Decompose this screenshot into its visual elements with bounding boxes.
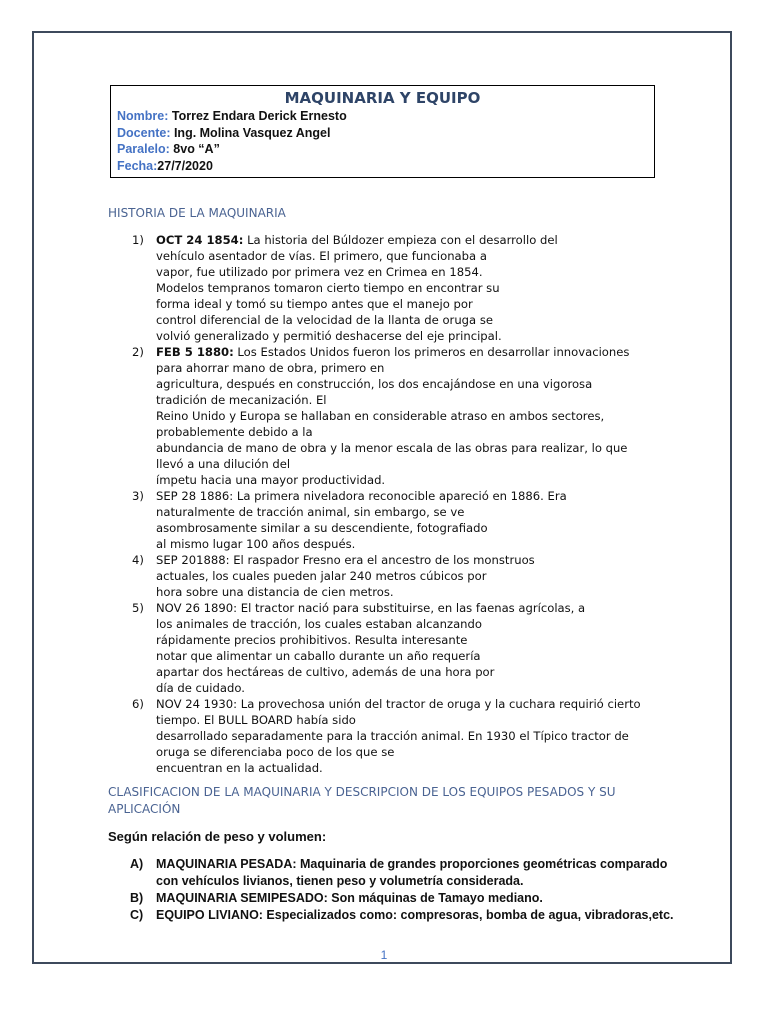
item-line: oruga se diferenciaba poco de los que se xyxy=(156,745,395,759)
list-item xyxy=(128,696,668,776)
meta-label: Paralelo: xyxy=(117,142,170,156)
item-line xyxy=(156,344,668,360)
meta-value: 8vo “A” xyxy=(169,142,220,156)
item-date: FEB 5 1880: xyxy=(156,345,234,359)
item-line: asombrosamente similar a su descendiente, fotografiado xyxy=(156,521,488,535)
meta-value: Ing. Molina Vasquez Angel xyxy=(170,125,331,140)
list-item xyxy=(128,344,668,488)
item-line: agricultura, después en construcción, los dos encajándose en una vigorosa xyxy=(156,377,593,391)
meta-label: Fecha: xyxy=(117,158,158,173)
item-line: notar que alimentar un caballo durante un año requería xyxy=(156,649,481,663)
item-line: rápidamente precios prohibitivos. Resulta interesante xyxy=(156,633,468,647)
history-heading: HISTORIA DE LA MAQUINARIA xyxy=(108,206,286,220)
item-line: desarrollado separadamente para la tracción animal. En 1930 el Típico tractor de xyxy=(156,729,629,743)
item-line: control diferencial de la velocidad de la llanta de oruga se xyxy=(156,313,493,327)
item-letter: B) xyxy=(130,891,144,905)
item-line: NOV 24 1930: La provechosa unión del tractor de oruga y la cuchara requirió cierto xyxy=(156,697,641,711)
history-list xyxy=(128,232,668,776)
item-line: día de cuidado. xyxy=(156,681,245,695)
meta-docente xyxy=(117,125,648,142)
item-line: abundancia de mano de obra y la menor escala de las obras para realizar, lo que xyxy=(156,441,628,455)
meta-label: Docente: xyxy=(117,125,171,140)
item-line: NOV 26 1890: El tractor nació para substituirse, en las faenas agrícolas, a xyxy=(156,601,586,615)
item-line: encuentran en la actualidad. xyxy=(156,761,323,775)
item-line: los animales de tracción, los cuales estaban alcanzando xyxy=(156,617,482,631)
item-text: La historia del Búldozer empieza con el desarrollo del xyxy=(243,233,558,247)
meta-value: 27/7/2020 xyxy=(157,158,213,173)
item-number: 3) xyxy=(132,489,144,503)
item-date: OCT 24 1854: xyxy=(156,233,244,247)
item-line: Reino Unido y Europa se hallaban en considerable atraso en ambos sectores, xyxy=(156,409,605,423)
meta-fecha xyxy=(117,158,648,175)
item-line: MAQUINARIA PESADA: Maquinaria de grandes proporciones geométricas comparado xyxy=(156,857,668,871)
heading-line: APLICACIÓN xyxy=(108,802,181,816)
item-line: naturalmente de tracción animal, sin embargo, se ve xyxy=(156,505,465,519)
item-line: forma ideal y tomó su tiempo antes que el manejo por xyxy=(156,297,473,311)
classification-subheading: Según relación de peso y volumen: xyxy=(108,829,327,844)
item-number: 1) xyxy=(132,233,144,247)
item-text: Los Estados Unidos fueron los primeros en desarrollar innovaciones xyxy=(233,345,630,359)
item-line: MAQUINARIA SEMIPESADO: Son máquinas de Tamayo mediano. xyxy=(156,891,543,905)
meta-label: Nombre: xyxy=(117,109,169,123)
list-item xyxy=(128,232,668,344)
list-item xyxy=(128,552,668,600)
item-line: al mismo lugar 100 años después. xyxy=(156,537,356,551)
item-line: vehículo asentador de vías. El primero, que funcionaba a xyxy=(156,249,487,263)
item-line: para ahorrar mano de obra, primero en xyxy=(156,361,385,375)
item-line: llevó a una dilución del xyxy=(156,457,291,471)
list-item xyxy=(130,890,670,907)
item-number: 5) xyxy=(132,601,144,615)
item-number: 6) xyxy=(132,697,144,711)
item-line: Modelos tempranos tomaron cierto tiempo en encontrar su xyxy=(156,281,500,295)
item-line: volvió generalizado y permitió deshacerse del eje principal. xyxy=(156,329,502,343)
item-line: vapor, fue utilizado por primera vez en Crimea en 1854. xyxy=(156,265,483,279)
item-line: ímpetu hacia una mayor productividad. xyxy=(156,473,386,487)
heading-line: CLASIFICACION DE LA MAQUINARIA Y DESCRIPCION DE LOS EQUIPOS PESADOS Y SU xyxy=(108,785,616,799)
item-number: 4) xyxy=(132,553,144,567)
list-item xyxy=(130,856,670,890)
item-line: actuales, los cuales pueden jalar 240 metros cúbicos por xyxy=(156,569,487,583)
classification-list xyxy=(130,856,674,924)
item-line: hora sobre una distancia de cien metros. xyxy=(156,585,394,599)
item-line xyxy=(156,232,668,248)
item-letter: C) xyxy=(130,908,144,922)
classification-heading xyxy=(108,784,616,818)
list-item xyxy=(128,600,668,696)
meta-nombre xyxy=(117,108,648,125)
page-number: 1 xyxy=(380,948,388,962)
item-line: tradición de mecanización. El xyxy=(156,393,327,407)
item-line: con vehículos livianos, tienen peso y volumetría considerada. xyxy=(156,874,524,888)
item-line: SEP 28 1886: La primera niveladora reconocible apareció en 1886. Era xyxy=(156,489,567,503)
item-line: SEP 201888: El raspador Fresno era el ancestro de los monstruos xyxy=(156,553,535,567)
item-number: 2) xyxy=(132,345,144,359)
item-line: probablemente debido a la xyxy=(156,425,313,439)
meta-value: Torrez Endara Derick Ernesto xyxy=(168,109,347,123)
document-title: MAQUINARIA Y EQUIPO xyxy=(284,89,481,107)
list-item xyxy=(128,488,668,552)
meta-paralelo xyxy=(117,141,648,158)
document-header xyxy=(110,85,655,178)
item-line: EQUIPO LIVIANO: Especializados como: compresoras, bomba de agua, vibradoras,etc. xyxy=(156,908,674,922)
item-letter: A) xyxy=(130,857,144,871)
item-line: apartar dos hectáreas de cultivo, además de una hora por xyxy=(156,665,495,679)
list-item xyxy=(130,907,674,924)
item-line: tiempo. El BULL BOARD había sido xyxy=(156,713,356,727)
